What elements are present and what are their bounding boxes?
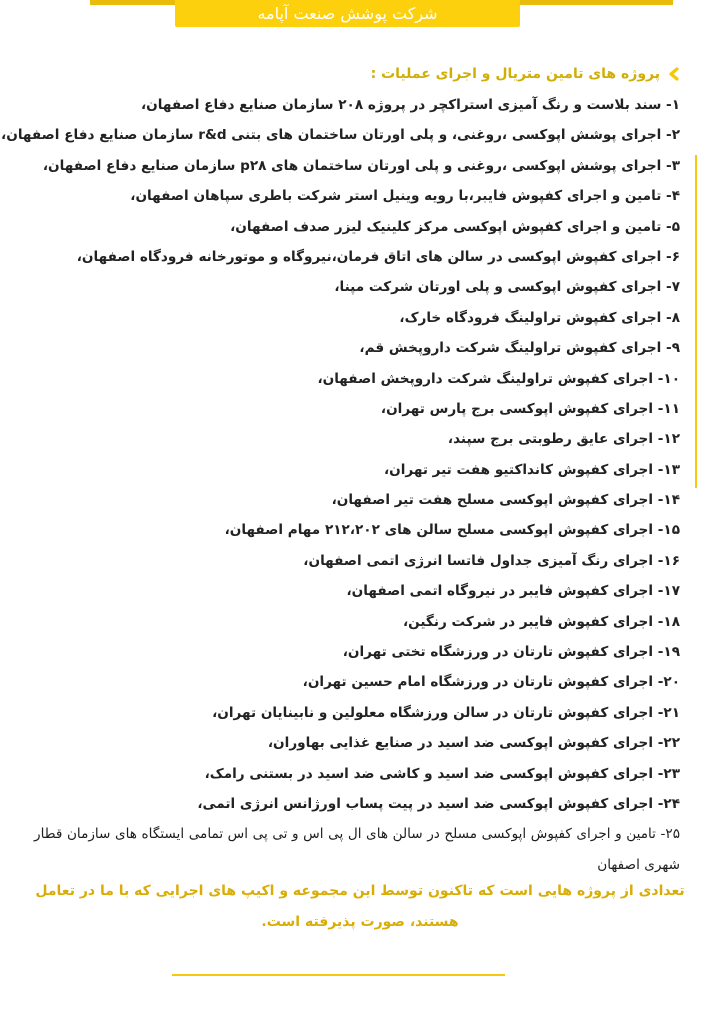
list-item: ۶- اجرای کفپوش اپوکسی در سالن های اتاق فرمان،نیروگاه و موتورخانه فرودگاه اصفهان، — [76, 248, 680, 265]
list-item: ۲- اجرای پوشش اپوکسی ،روغنی، و پلی اورتان ساختمان های بتنی r&d سازمان صنایع دفاع اصفهان، — [1, 127, 680, 144]
main-content — [1, 62, 680, 881]
list-item: ۱۶- اجرای رنگ آمیزی جداول فاتسا انرژی اتمی اصفهان، — [303, 552, 680, 569]
page-title: شرکت پوشش صنعت آپامه — [257, 4, 438, 23]
section-heading-text: پروژه های تامین متریال و اجرای عملیات : — [370, 66, 660, 82]
list-item: ۲۵- تامین و اجرای کفپوش اپوکسی مسلح در سالن های ال پی اس و تی پی اس تمامی ایستگاه های سازمان قطار شهری اصفهان — [34, 826, 680, 874]
chevron-left-icon — [668, 67, 680, 81]
header-title-box — [175, 0, 520, 27]
list-item: ۱۵- اجرای کفپوش اپوکسی مسلح سالن های ۲۱۲،۲۰۲ مهام اصفهان، — [224, 522, 680, 539]
section-heading — [30, 62, 680, 86]
side-accent-line — [695, 155, 697, 488]
list-item: ۲۱- اجرای کفپوش تارتان در سالن ورزشگاه معلولین و نابینایان تهران، — [212, 704, 680, 721]
list-item: ۱۴- اجرای کفپوش اپوکسی مسلح هفت تیر اصفهان، — [331, 492, 680, 509]
list-item: ۱۳- اجرای کفپوش کانداکتیو هفت تیر تهران، — [383, 461, 680, 478]
list-item: ۱۱- اجرای کفپوش اپوکسی برج پارس تهران، — [380, 400, 680, 417]
list-item: ۳- اجرای پوشش اپوکسی ،روغنی و پلی اورتان ساختمان های p۲۸ سازمان صنایع دفاع اصفهان، — [42, 157, 680, 174]
list-item: ۷- اجرای کفپوش اپوکسی و پلی اورتان شرکت مپنا، — [334, 279, 680, 296]
list-item: ۲۰- اجرای کفپوش تارتان در ورزشگاه امام حسین تهران، — [302, 674, 680, 691]
list-item: ۱- سند بلاست و رنگ آمیزی استراکچر در پروژه ۲۰۸ سازمان صنایع دفاع اصفهان، — [141, 97, 680, 113]
list-item: ۲۳- اجرای کفپوش اپوکسی ضد اسید و کاشی ضد اسید در بستنی رامک، — [204, 765, 680, 782]
list-item: ۱۸- اجرای کفپوش فایبر در شرکت رنگین، — [402, 613, 680, 630]
list-item: ۱۲- اجرای عایق رطوبتی برج سپند، — [447, 431, 680, 448]
list-item: ۹- اجرای کفپوش تراولینگ شرکت داروپخش قم، — [359, 340, 680, 357]
list-item: ۱۷- اجرای کفپوش فایبر در نیروگاه اتمی اصفهان، — [346, 583, 680, 600]
summary-note: تعدادی از پروژه هایی است که تاکنون توسط این مجموعه و اکیپ های اجرایی که با ما در تعامل هستند، صورت پذیرفته است. — [35, 883, 685, 930]
list-item: ۵- تامین و اجرای کفپوش اپوکسی مرکز کلینیک لیزر صدف اصفهان، — [230, 218, 680, 235]
list-item: ۴- تامین و اجرای کفپوش فایبر،با رویه وینیل استر شرکت باطری سپاهان اصفهان، — [130, 188, 680, 205]
project-list — [1, 90, 680, 881]
list-item: ۸- اجرای کفپوش تراولینگ فرودگاه خارک، — [399, 309, 680, 326]
bottom-divider — [172, 974, 505, 976]
list-item: ۲۲- اجرای کفپوش اپوکسی ضد اسید در صنایع غذایی بهاوران، — [267, 735, 680, 752]
list-item: ۱۰- اجرای کفپوش تراولینگ شرکت داروپخش اصفهان، — [317, 370, 680, 387]
list-item: ۱۹- اجرای کفپوش تارتان در ورزشگاه تختی تهران، — [342, 644, 680, 661]
list-item: ۲۴- اجرای کفپوش اپوکسی ضد اسید در پیت پساب اورژانس انرژی اتمی، — [197, 795, 680, 812]
